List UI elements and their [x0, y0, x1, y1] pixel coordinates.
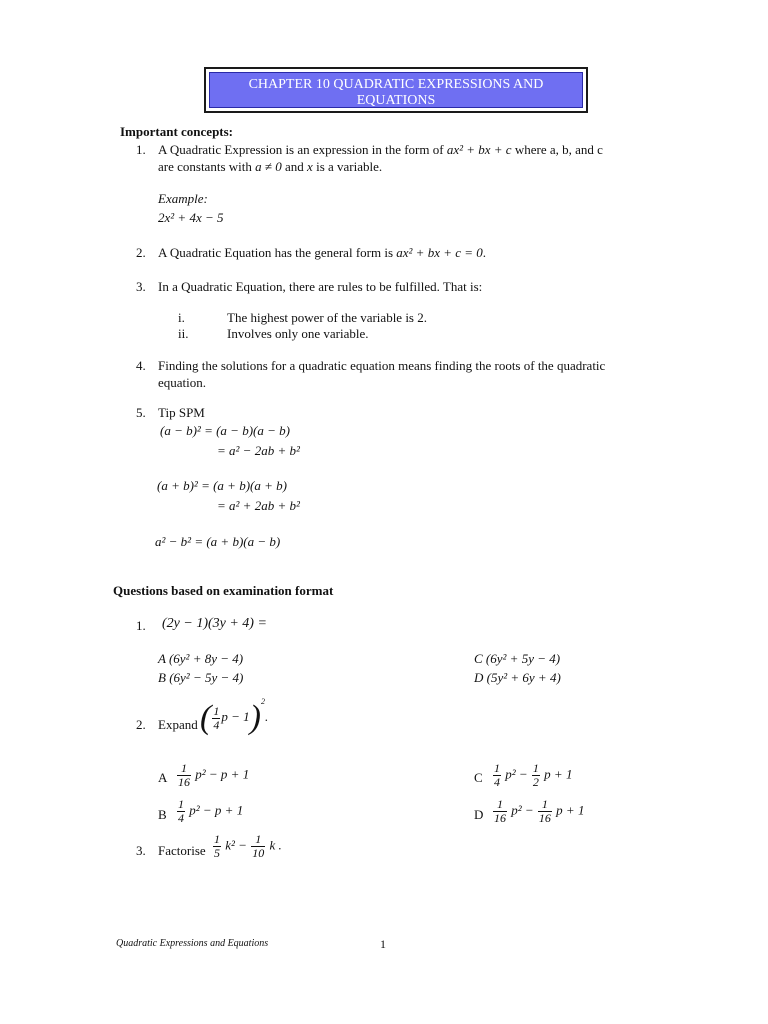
question-3-label: Factorise — [158, 843, 206, 858]
tip-spm-label: Tip SPM — [158, 405, 205, 420]
question-2-number: 2. — [136, 717, 146, 732]
concept-2-period: . — [482, 245, 487, 260]
chapter-title-box — [204, 67, 588, 113]
question-2-label: Expand — [158, 717, 198, 732]
concept-1-formula: ax² + bx + c — [446, 142, 512, 157]
concept-1-text-a: A Quadratic Expression is an expression in the form of — [158, 142, 444, 157]
rule-ii-number: ii. — [178, 326, 189, 341]
example-expression: 2x² + 4x − 5 — [158, 210, 224, 225]
concept-1-number: 1. — [136, 142, 146, 157]
footer-title: Quadratic Expressions and Equations — [116, 938, 269, 949]
concept-4-line1: Finding the solutions for a quadratic equation means finding the roots of the quadratic — [158, 358, 606, 373]
example-label: Example: — [158, 191, 208, 206]
question-1-option-d: D (5y² + 6y + 4) — [474, 670, 561, 685]
question-3-number: 3. — [136, 843, 146, 858]
concept-2-formula: ax² + bx + c = 0 — [396, 245, 483, 260]
identity-1-line2: = a² − 2ab + b² — [217, 443, 300, 458]
question-1-option-b: B (6y² − 5y − 4) — [158, 670, 244, 685]
question-2-option-d: $\frac{1}{16}$ p² − $\frac{1}{16}$ p + 1 — [494, 797, 585, 825]
question-2-option-a: $\frac{1}{16}$ p² − p + 1 — [178, 761, 250, 789]
identity-2-line1: (a + b)² = (a + b)(a + b) — [157, 478, 287, 493]
question-2-option-b-letter: B — [158, 807, 167, 822]
concept-1-text-c: are constants with — [158, 159, 252, 174]
concept-1-line2 — [158, 159, 382, 175]
question-1-number: 1. — [136, 618, 146, 633]
chapter-title-line1: CHAPTER 10 QUADRATIC EXPRESSIONS AND — [248, 77, 544, 92]
concepts-heading: Important concepts: — [120, 124, 234, 139]
identity-1-line1: (a − b)² = (a − b)(a − b) — [160, 423, 290, 438]
concept-2-text: A Quadratic Equation has the general form is — [158, 245, 394, 260]
concept-1-text-d: and — [285, 159, 304, 174]
concept-1-variable: x — [307, 159, 313, 174]
concept-4-number: 4. — [136, 358, 146, 373]
page-number: 1 — [380, 937, 386, 951]
question-2-option-c-letter: C — [474, 770, 483, 785]
concept-5-number: 5. — [136, 405, 146, 420]
rule-i-number: i. — [178, 310, 185, 325]
chapter-title-line2: EQUATIONS — [356, 93, 436, 108]
concept-1-text-b: where a, b, and c — [514, 142, 603, 157]
question-1-expression: (2y − 1)(3y + 4) = — [162, 616, 267, 631]
question-2-option-d-letter: D — [474, 807, 484, 822]
concept-1-condition: a ≠ 0 — [255, 159, 282, 174]
questions-heading: Questions based on examination format — [113, 583, 334, 598]
identity-2-line2: = a² + 2ab + b² — [217, 498, 300, 513]
concept-3-text: In a Quadratic Equation, there are rules to be fulfilled. That is: — [158, 279, 483, 294]
question-3-expression: $\frac{1}{5}$ k² − $\frac{1}{10}$ k . — [214, 832, 282, 860]
rule-i-text: The highest power of the variable is 2. — [227, 310, 427, 325]
concept-1-line1 — [158, 142, 603, 158]
question-1-option-a: A (6y² + 8y − 4) — [158, 651, 244, 666]
concept-2-number: 2. — [136, 245, 146, 260]
concept-3-number: 3. — [136, 279, 146, 294]
identity-3: a² − b² = (a + b)(a − b) — [155, 534, 281, 549]
chapter-title — [209, 72, 583, 108]
concept-2-line — [158, 245, 486, 261]
question-2-expression: ( $\frac{1}{4}$ p − 1)$^2$. — [200, 696, 269, 736]
concept-1-text-e: is a variable. — [316, 159, 383, 174]
question-2-option-b: $\frac{1}{4}$ p² − p + 1 — [178, 797, 244, 825]
question-2-option-a-letter: A — [158, 770, 168, 785]
rule-ii-text: Involves only one variable. — [227, 326, 369, 341]
question-1-option-c: C (6y² + 5y − 4) — [474, 651, 561, 666]
concept-4-line2: equation. — [158, 375, 207, 390]
question-2-option-c: $\frac{1}{4}$ p² − $\frac{1}{2}$ p + 1 — [494, 761, 573, 789]
